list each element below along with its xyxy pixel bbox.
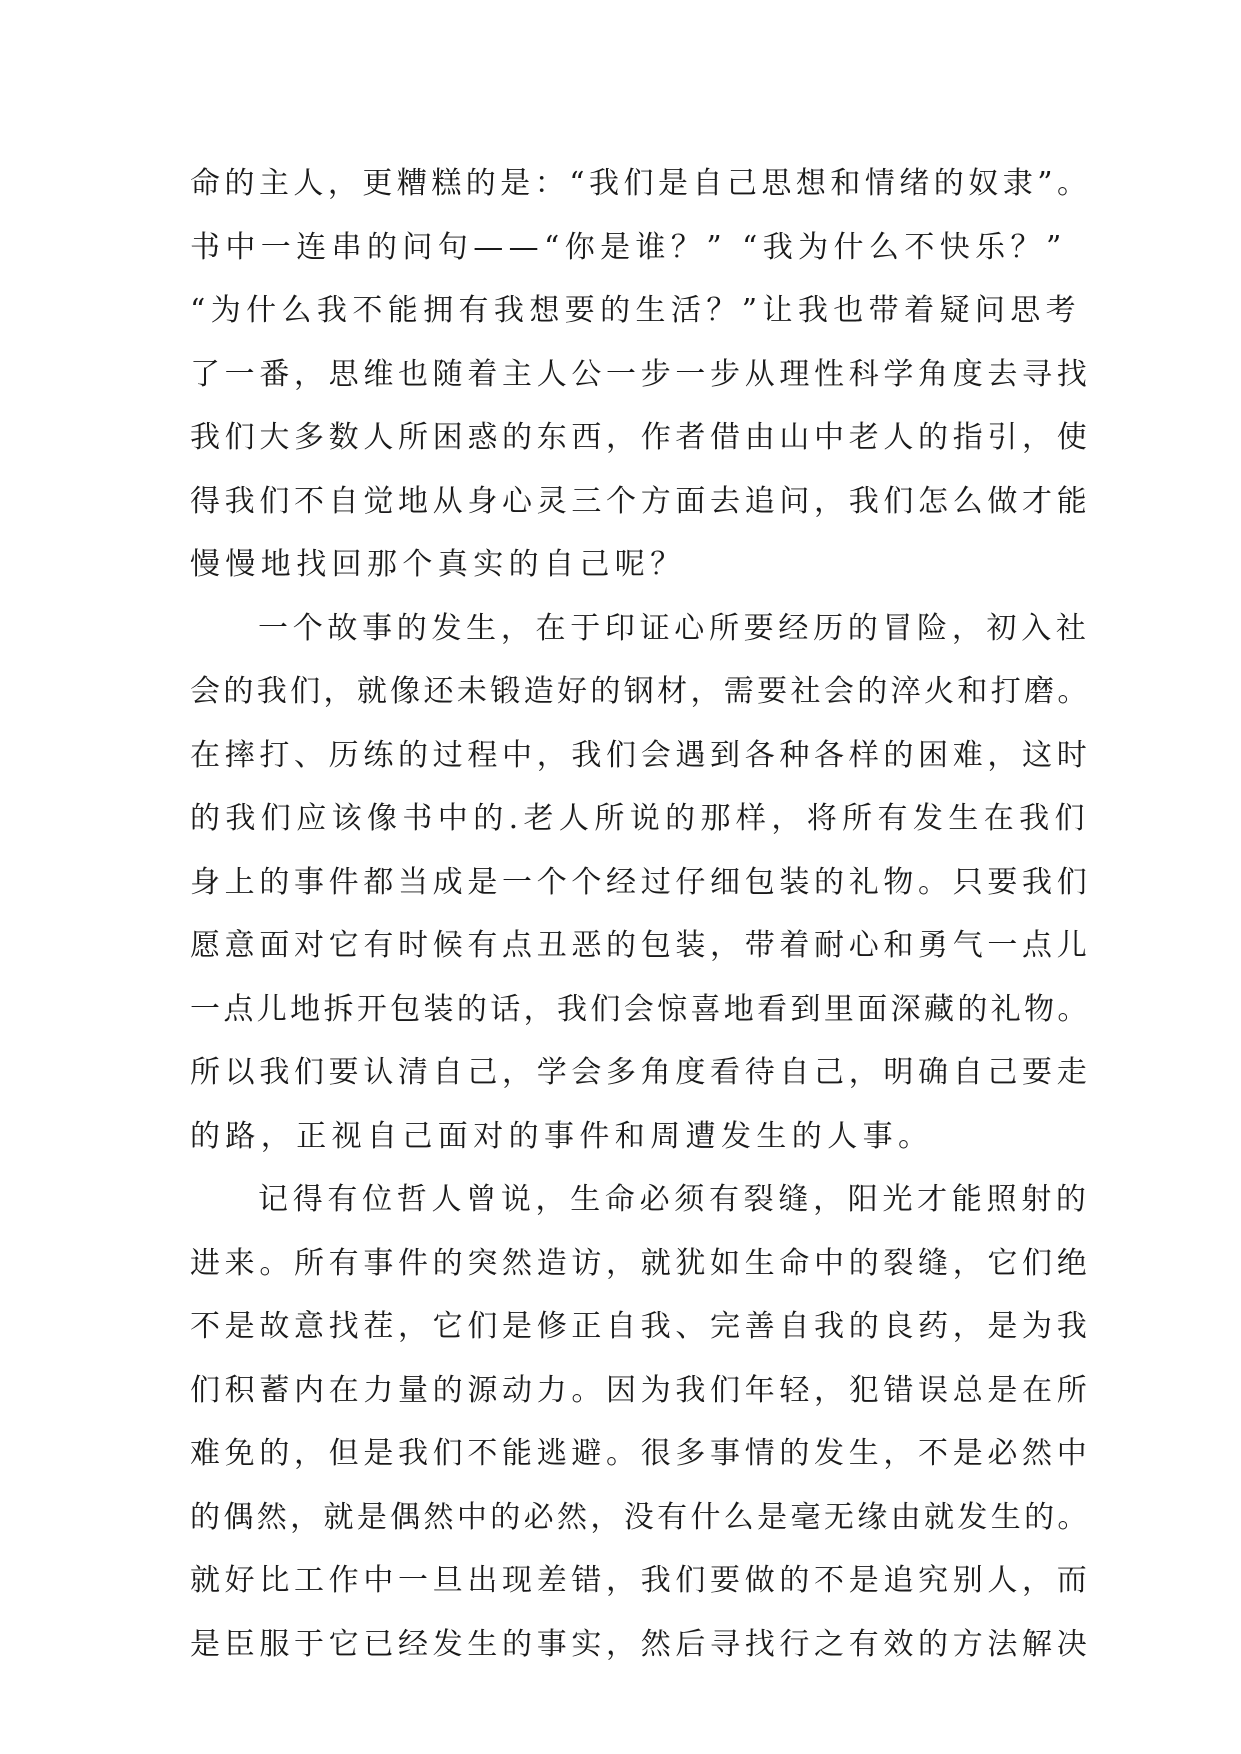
paragraph-first-line: 一个故事的发生，在于印证心所要经历的冒险，初入社: [258, 610, 1091, 646]
text-line: 得我们不自觉地从身心灵三个方面去追问，我们怎么做才能: [190, 483, 1092, 519]
text-line: 的路，正视自己面对的事件和周遭发生的人事。: [190, 1118, 934, 1154]
text-line: 一点儿地拆开包装的话，我们会惊喜地看到里面深藏的礼物。: [190, 991, 1091, 1027]
paragraph-first-line: 记得有位哲人曾说，生命必须有裂缝，阳光才能照射的: [258, 1182, 1091, 1217]
text-line: 我们大多数人所困惑的东西，作者借由山中老人的指引，使: [190, 420, 1092, 455]
text-line: 在摔打、历练的过程中，我们会遇到各种各样的困难，这时: [190, 737, 1092, 773]
text-line: 就好比工作中一旦出现差错，我们要做的不是追究别人，而: [190, 1563, 1092, 1598]
text-line: 们积蓄内在力量的源动力。因为我们年轻，犯错误总是在所: [190, 1372, 1092, 1408]
text-line: 愿意面对它有时候有点丑恶的包装，带着耐心和勇气一点儿: [190, 928, 1092, 963]
text-line: 是臣服于它已经发生的事实，然后寻找行之有效的方法解决: [190, 1626, 1092, 1662]
text-line: “为什么我不能拥有我想要的生活？”让我也带着疑问思考: [190, 293, 1082, 328]
text-line: 的我们应该像书中的.老人所说的那样，将所有发生在我们: [190, 801, 1090, 836]
body-text: [190, 152, 1092, 1676]
text-line: 进来。所有事件的突然造访，就犹如生命中的裂缝，它们绝: [190, 1245, 1092, 1281]
text-line: 慢慢地找回那个真实的自己呢？: [190, 547, 686, 582]
text-line: 会的我们，就像还未锻造好的钢材，需要社会的淬火和打磨。: [190, 674, 1091, 709]
text-line: 命的主人，更糟糕的是：“我们是自己思想和情绪的奴隶”。: [190, 166, 1092, 201]
text-line: 的偶然，就是偶然中的必然，没有什么是毫无缘由就发生的。: [190, 1499, 1091, 1535]
text-line: 身上的事件都当成是一个个经过仔细包装的礼物。只要我们: [190, 864, 1092, 900]
text-line: 不是故意找茬，它们是修正自我、完善自我的良药，是为我: [190, 1309, 1092, 1344]
text-line: 难免的，但是我们不能逃避。很多事情的发生，不是必然中: [190, 1436, 1092, 1471]
text-line: 了一番，思维也随着主人公一步一步从理性科学角度去寻找: [190, 356, 1092, 392]
text-line: 所以我们要认清自己，学会多角度看待自己，明确自己要走: [190, 1055, 1092, 1090]
text-line: 书中一连串的问句——“你是谁？” “我为什么不快乐？”: [190, 229, 1067, 265]
